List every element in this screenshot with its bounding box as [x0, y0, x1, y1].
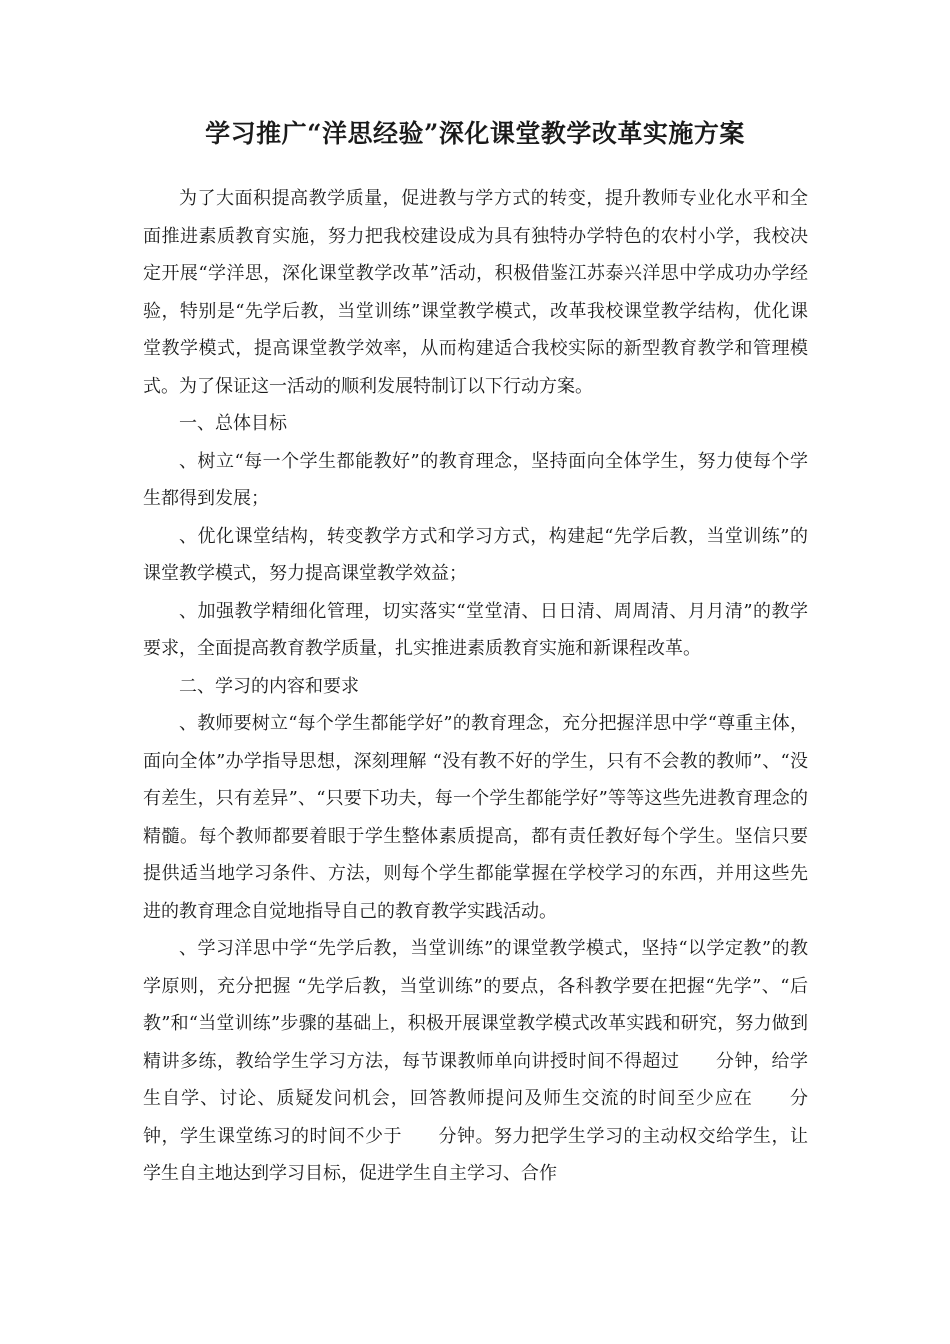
requirement-item-1: 、教师要树立“每个学生都能学好”的教育理念，充分把握洋思中学“尊重主体，面向全体”办学指导思想，深刻理解 “没有教不好的学生，只有不会教的教师”、“没有差生，只有差异”、“只要下功夫，每一个学生都能学好”等等这些先进教育理念的精髓。每个教师都要着眼于学生整体素质提高，都有责任教好每个学生。坚信只要提供适当地学习条件、方法，则每个学生都能掌握在学校学习的东西，并用这些先进的教育理念自觉地指导自己的教育教学实践活动。: [143, 713, 808, 922]
section-heading-requirements: 二、学习的内容和要求: [179, 675, 359, 697]
requirement-item-2: [143, 930, 808, 1193]
requirement-2-text-b: 分钟，给学生自学、讨论、质疑发问机会，回答教师提问及师生交流的时间至少应在: [143, 1050, 808, 1109]
section-heading-goals: 一、总体目标: [179, 413, 287, 434]
document-body: [143, 180, 808, 1193]
requirement-2-text-a: 、学习洋思中学“先学后教，当堂训练”的课堂教学模式，坚持“以学定教”的教学原则，充分把握 “先学后教，当堂训练”的要点，各科教学要在把握“先学”、“后教”和“当堂训练”步骤的基础上，积极开展课堂教学模式改革实践和研究，努力做到精讲多练，教给学生学习方法，每节课教师单向讲授时间不得超过: [143, 938, 808, 1072]
requirement-2-text-c: 分钟，学生课堂练习的时间不少于: [143, 1088, 808, 1147]
intro-paragraph: 为了大面积提高教学质量，促进教与学方式的转变，提升教师专业化水平和全面推进素质教育实施，努力把我校建设成为具有独特办学特色的农村小学，我校决定开展“学洋思，深化课堂教学改革”活动，积极借鉴江苏泰兴洋思中学成功办学经验，特别是“先学后教，当堂训练”课堂教学模式，改革我校课堂教学结构，优化课堂教学模式，提高课堂教学效率，从而构建适合我校实际的新型教育教学和管理模式。为了保证这一活动的顺利发展特制订以下行动方案。: [143, 188, 808, 397]
document-title: 学习推广“洋思经验”深化课堂教学改革实施方案: [205, 119, 745, 148]
goal-item-1: 、树立“每一个学生都能教好”的教育理念，坚持面向全体学生，努力使每个学生都得到发展；: [143, 450, 808, 509]
requirement-2-text-d: 分钟。努力把学生学习的主动权交给学生，让学生自主地达到学习目标，促进学生自主学习、合作: [143, 1125, 808, 1184]
goal-item-2: 、优化课堂结构，转变教学方式和学习方式，构建起“先学后教，当堂训练”的课堂教学模式，努力提高课堂教学效益；: [143, 525, 808, 584]
goal-item-3: 、加强教学精细化管理，切实落实“堂堂清、日日清、周周清、月月清”的教学要求，全面提高教育教学质量，扎实推进素质教育实施和新课程改革。: [143, 600, 808, 659]
